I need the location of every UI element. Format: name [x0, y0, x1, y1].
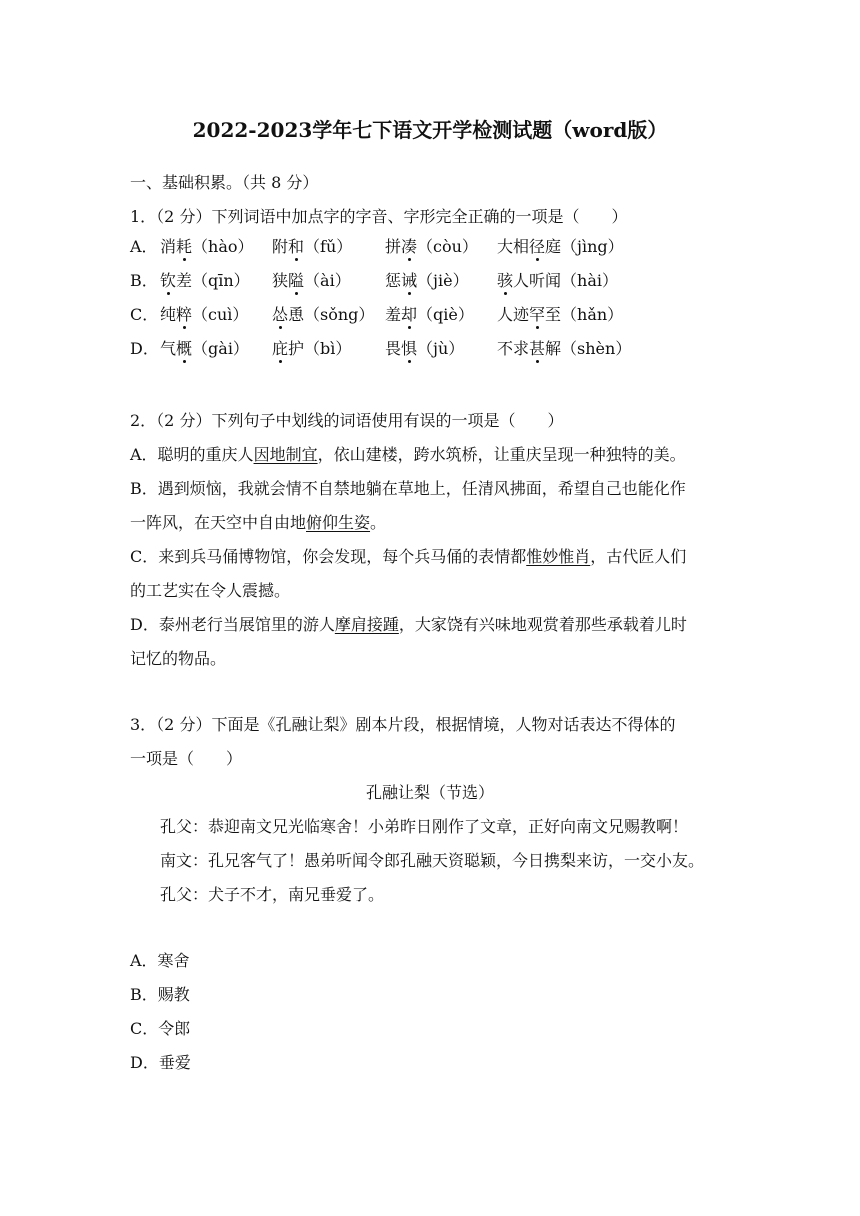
- option-b-prefix: 一阵风，在天空中自由地: [130, 513, 307, 532]
- word-item: [160, 270, 250, 292]
- question-2-stem: 2．（2 分）下列句子中划线的词语使用有误的一项是（ ）: [130, 411, 564, 430]
- word-text: 拼: [385, 237, 402, 256]
- underlined-phrase: 惟妙惟肖: [526, 547, 591, 566]
- option-c-prefix: C．来到兵马俑博物馆，你会发现，每个兵马俑的表情都: [130, 547, 527, 566]
- word-text: 至（hǎn）: [545, 305, 624, 324]
- script-line: 南文：孔兄客气了！愚弟听闻令郎孔融天资聪颖，今日携梨来访，一交小友。: [160, 851, 705, 870]
- question-3-option-d: D．垂爱: [130, 1053, 191, 1072]
- word-text: 护（bì）: [288, 339, 352, 358]
- word-item: [272, 338, 351, 360]
- word-text: 恿（sǒng）: [288, 305, 375, 324]
- question-3-stem-line1: 3．（2 分）下面是《孔融让梨》剧本片段，根据情境，人物对话表达不得体的: [130, 715, 676, 734]
- option-d-suffix: ，大家饶有兴味地观赏着那些承载着儿时: [398, 615, 687, 634]
- word-item: [385, 236, 478, 258]
- question-3-option-b: B．赐教: [130, 985, 190, 1004]
- word-item: [272, 304, 374, 326]
- dotted-character: 径: [529, 237, 546, 256]
- dotted-character: 惧: [401, 339, 418, 358]
- underlined-phrase: 俯仰生姿: [306, 513, 371, 532]
- script-line: 孔父：恭迎南文兄光临寒舍！小弟昨日刚作了文章，正好向南文兄赐教啊！: [160, 817, 689, 836]
- dotted-character: 隘: [288, 271, 305, 290]
- dotted-character: 凑: [401, 237, 418, 256]
- option-d-prefix: D．泰州老行当展馆里的游人: [130, 615, 335, 634]
- question-2-option-c-line2: 的工艺实在令人震撼。: [130, 581, 291, 600]
- word-text: （còu）: [417, 237, 478, 256]
- option-b-suffix: 。: [370, 513, 387, 532]
- word-text: 庭（jìng）: [545, 237, 624, 256]
- option-label: D．: [130, 339, 159, 358]
- word-item: [160, 304, 248, 326]
- option-label: B．: [130, 271, 158, 290]
- question-3-option-c: C．令郎: [130, 1019, 191, 1038]
- word-text: （fǔ）: [304, 237, 353, 256]
- question-2-option-b-line1: B．遇到烦恼，我就会情不自禁地躺在草地上，任清风拂面，希望自己也能化作: [130, 479, 686, 498]
- word-item: [497, 270, 618, 292]
- word-item: [272, 236, 352, 258]
- word-text: （gài）: [192, 339, 249, 358]
- dotted-character: 庇: [272, 339, 289, 358]
- question-2-option-d-line1: [130, 614, 687, 636]
- document-title: 2022-2023学年七下语文开学检测试题（word版）: [192, 118, 668, 142]
- word-text: 人听闻（hài）: [513, 271, 618, 290]
- dotted-character: 概: [176, 339, 193, 358]
- dotted-character: 和: [288, 237, 305, 256]
- question-2-option-a: [130, 444, 686, 466]
- word-text: 气: [160, 339, 177, 358]
- word-text: 惩: [385, 271, 402, 290]
- word-item: [385, 304, 474, 326]
- word-text: 消: [160, 237, 177, 256]
- underlined-phrase: 因地制宜: [253, 445, 318, 464]
- option-a-suffix: ，依山建楼，跨水筑桥，让重庆呈现一种独特的美。: [317, 445, 686, 464]
- dotted-character: 骇: [497, 271, 514, 290]
- dotted-character: 甚: [529, 339, 546, 358]
- word-text: （jù）: [417, 339, 465, 358]
- word-text: 畏: [385, 339, 402, 358]
- script-line: 孔父：犬子不才，南兄垂爱了。: [160, 885, 385, 904]
- underlined-phrase: 摩肩接踵: [334, 615, 399, 634]
- question-2-option-d-line2: 记忆的物品。: [130, 649, 227, 668]
- dotted-character: 诫: [401, 271, 418, 290]
- word-text: （qiè）: [417, 305, 474, 324]
- word-item: [160, 236, 254, 258]
- dotted-character: 怂: [272, 305, 289, 324]
- word-text: 羞: [385, 305, 402, 324]
- option-a-prefix: A．聪明的重庆人: [130, 445, 254, 464]
- word-text: 不求: [497, 339, 530, 358]
- option-label: A．: [130, 237, 158, 256]
- word-item: [272, 270, 351, 292]
- word-item: [385, 338, 464, 360]
- dotted-character: 耗: [176, 237, 193, 256]
- word-text: （cuì）: [192, 305, 249, 324]
- dotted-character: 粹: [176, 305, 193, 324]
- word-text: 狭: [272, 271, 289, 290]
- dotted-character: 钦: [160, 271, 177, 290]
- question-2-option-c-line1: [130, 546, 686, 568]
- word-item: [497, 304, 623, 326]
- word-text: （ài）: [304, 271, 351, 290]
- script-title: 孔融让梨（节选）: [365, 783, 494, 802]
- dotted-character: 却: [401, 305, 418, 324]
- question-3-option-a: A．寒舍: [130, 951, 190, 970]
- question-1-stem: 1．（2 分）下列词语中加点字的字音、字形完全正确的一项是（ ）: [130, 207, 628, 226]
- word-item: [385, 270, 469, 292]
- word-text: （jiè）: [417, 271, 469, 290]
- word-text: 差（qīn）: [176, 271, 250, 290]
- option-label: C．: [130, 305, 159, 324]
- question-2-option-b-line2: [130, 512, 386, 534]
- word-text: （hào）: [192, 237, 254, 256]
- word-text: 附: [272, 237, 289, 256]
- word-text: 纯: [160, 305, 177, 324]
- word-text: 人迹: [497, 305, 530, 324]
- word-text: 解（shèn）: [545, 339, 632, 358]
- section-heading: 一、基础积累。（共 8 分）: [130, 173, 319, 192]
- word-text: 大相: [497, 237, 530, 256]
- dotted-character: 罕: [529, 305, 546, 324]
- option-c-suffix: ，古代匠人们: [590, 547, 687, 566]
- word-item: [497, 236, 624, 258]
- question-3-stem-line2: 一项是（ ）: [130, 749, 243, 768]
- word-item: [160, 338, 249, 360]
- word-item: [497, 338, 631, 360]
